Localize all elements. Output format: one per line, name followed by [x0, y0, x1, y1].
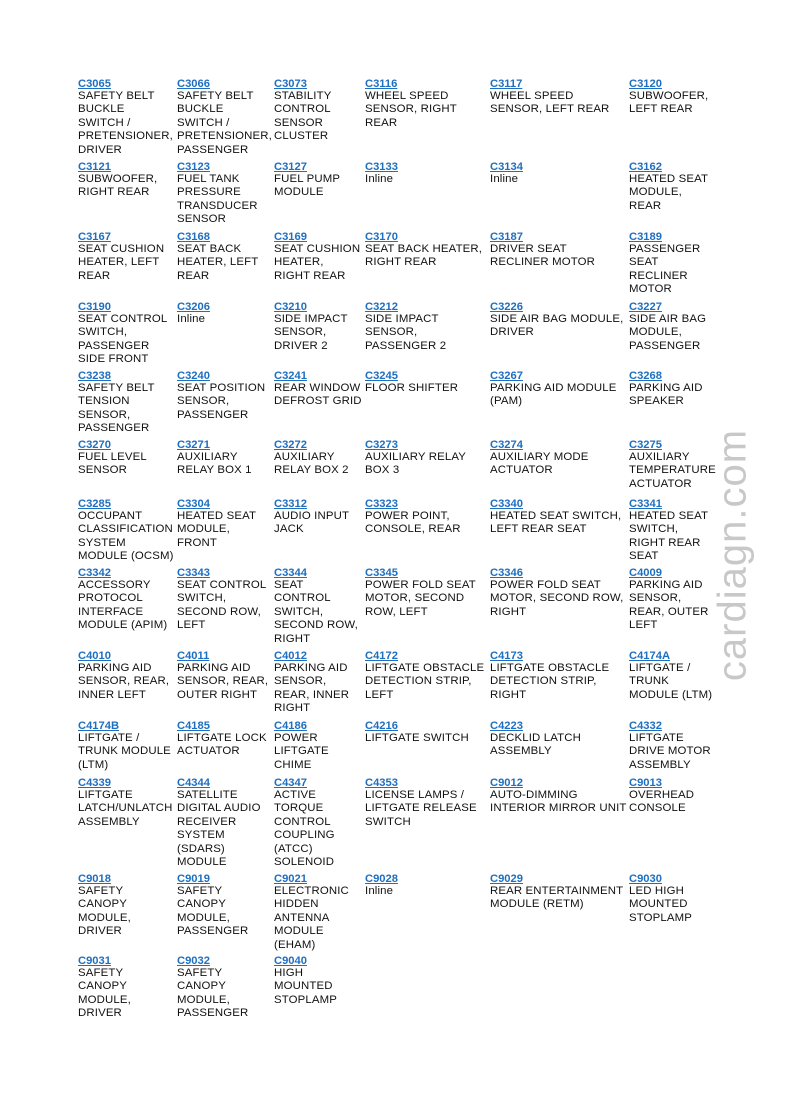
connector-code-link[interactable]: C9040	[274, 955, 307, 967]
connector-description: STABILITY CONTROL SENSOR CLUSTER	[274, 90, 332, 143]
connector-code-link[interactable]: C4174B	[78, 720, 120, 732]
connector-entry	[629, 720, 729, 772]
connector-code-link[interactable]: C3245	[365, 370, 398, 382]
connector-code-link[interactable]: C4216	[365, 720, 398, 732]
connector-entry	[177, 370, 273, 422]
connector-description: LED HIGH MOUNTED STOPLAMP	[629, 885, 693, 924]
connector-description: POWER FOLD SEAT MOTOR, SECOND ROW, LEFT	[365, 579, 476, 618]
connector-code-link[interactable]: C3274	[490, 439, 523, 451]
connector-description: HIGH MOUNTED STOPLAMP	[274, 967, 338, 1006]
connector-code-link[interactable]: C3304	[177, 498, 210, 510]
connector-code-link[interactable]: C4339	[78, 777, 111, 789]
connector-code-link[interactable]: C9031	[78, 955, 111, 967]
connector-description: LIFTGATE OBSTACLE DETECTION STRIP, RIGHT	[490, 662, 610, 701]
connector-code-link[interactable]: C3238	[78, 370, 111, 382]
connector-entry	[365, 873, 489, 898]
connector-description: OVERHEAD CONSOLE	[629, 789, 695, 815]
connector-code-link[interactable]: C3123	[177, 161, 210, 173]
connector-code-link[interactable]: C4009	[629, 567, 662, 579]
connector-code-link[interactable]: C9021	[274, 873, 307, 885]
connector-code-link[interactable]: C3066	[177, 78, 210, 90]
connector-entry	[629, 873, 729, 925]
connector-entry	[365, 370, 489, 395]
connector-description: SAFETY CANOPY MODULE, PASSENGER	[177, 885, 249, 938]
connector-description: PARKING AID SENSOR, REAR, OUTER RIGHT	[177, 662, 269, 701]
connector-entry	[490, 720, 628, 759]
connector-entry	[177, 161, 273, 227]
connector-entry	[177, 720, 273, 759]
connector-description: POWER POINT, CONSOLE, REAR	[365, 510, 461, 536]
connector-description: FUEL TANK PRESSURE TRANSDUCER SENSOR	[177, 173, 258, 226]
connector-code-link[interactable]: C3267	[490, 370, 523, 382]
connector-code-link[interactable]: C3116	[365, 78, 398, 90]
connector-code-link[interactable]: C3342	[78, 567, 111, 579]
connector-entry	[78, 720, 176, 772]
connector-code-link[interactable]: C3273	[365, 439, 398, 451]
connector-description: LIFTGATE LOCK ACTUATOR	[177, 732, 267, 758]
connector-code-link[interactable]: C3226	[490, 301, 523, 313]
connector-entry	[177, 777, 273, 869]
connector-description: AUXILIARY MODE ACTUATOR	[490, 451, 589, 477]
connector-entry	[490, 161, 628, 186]
connector-description: SEAT CUSHION HEATER, RIGHT REAR	[274, 243, 361, 282]
connector-code-link[interactable]: C3189	[629, 231, 662, 243]
connector-description: LIFTGATE LATCH/UNLATCH ASSEMBLY	[78, 789, 173, 828]
connector-entry	[490, 873, 628, 912]
connector-description: ACTIVE TORQUE CONTROL COUPLING (ATCC) SOLENOID	[274, 789, 335, 869]
connector-entry	[274, 567, 364, 646]
connector-description: SIDE AIR BAG MODULE, PASSENGER	[629, 313, 707, 352]
connector-entry	[177, 567, 273, 633]
connector-entry	[629, 161, 729, 213]
connector-description: SEAT CONTROL SWITCH, PASSENGER SIDE FRONT	[78, 313, 168, 366]
connector-description: SIDE IMPACT SENSOR, PASSENGER 2	[365, 313, 447, 352]
connector-entry	[490, 777, 628, 816]
connector-description: HEATED SEAT MODULE, REAR	[629, 173, 709, 212]
connector-code-link[interactable]: C3240	[177, 370, 210, 382]
connector-code-link[interactable]: C3134	[490, 161, 523, 173]
connector-entry	[177, 78, 273, 157]
connector-entry	[177, 873, 273, 939]
connector-description: POWER FOLD SEAT MOTOR, SECOND ROW, RIGHT	[490, 579, 624, 618]
connector-entry	[177, 498, 273, 550]
connector-description: WHEEL SPEED SENSOR, RIGHT REAR	[365, 90, 457, 129]
connector-code-link[interactable]: C3275	[629, 439, 662, 451]
connector-code-link[interactable]: C3127	[274, 161, 307, 173]
connector-entry	[365, 439, 489, 478]
connector-description: SUBWOOFER, RIGHT REAR	[78, 173, 158, 199]
connector-description: LIFTGATE OBSTACLE DETECTION STRIP, LEFT	[365, 662, 485, 701]
connector-description: POWER LIFTGATE CHIME	[274, 732, 329, 771]
connector-entry	[274, 777, 364, 869]
connector-entry	[274, 498, 364, 537]
connector-code-link[interactable]: C4174A	[629, 650, 671, 662]
connector-description: LIFTGATE DRIVE MOTOR ASSEMBLY	[629, 732, 711, 771]
connector-description: AUXILIARY RELAY BOX 3	[365, 451, 467, 477]
connector-entry	[78, 370, 176, 436]
connector-description: SAFETY CANOPY MODULE, DRIVER	[78, 967, 131, 1020]
connector-code-link[interactable]: C3120	[629, 78, 662, 90]
connector-code-link[interactable]: C3187	[490, 231, 523, 243]
connector-code-link[interactable]: C4173	[490, 650, 523, 662]
connector-code-link[interactable]: C3270	[78, 439, 111, 451]
connector-code-link[interactable]: C3312	[274, 498, 307, 510]
connector-description: ACCESSORY PROTOCOL INTERFACE MODULE (APIM)	[78, 579, 168, 632]
connector-code-link[interactable]: C4012	[274, 650, 307, 662]
connector-code-link[interactable]: C3346	[490, 567, 523, 579]
connector-description: PARKING AID SENSOR, REAR, INNER RIGHT	[274, 662, 350, 715]
connector-code-link[interactable]: C4172	[365, 650, 398, 662]
connector-entry	[274, 78, 364, 144]
connector-code-link[interactable]: C3073	[274, 78, 307, 90]
connector-description: Inline	[365, 885, 394, 897]
connector-description: PARKING AID MODULE (PAM)	[490, 382, 617, 408]
connector-code-link[interactable]: C4347	[274, 777, 307, 789]
connector-description: REAR ENTERTAINMENT MODULE (RETM)	[490, 885, 624, 911]
connector-description: LIFTGATE SWITCH	[365, 732, 469, 744]
connector-description: PARKING AID SPEAKER	[629, 382, 703, 408]
connector-entry	[78, 161, 176, 200]
connector-entry	[490, 439, 628, 478]
connector-entry	[78, 498, 176, 564]
connector-entry	[490, 78, 628, 117]
connector-entry	[78, 567, 176, 633]
connector-description: SEAT BACK HEATER, LEFT REAR	[177, 243, 259, 282]
connector-code-link[interactable]: C4011	[177, 650, 210, 662]
connector-code-link[interactable]: C3162	[629, 161, 662, 173]
connector-entry	[365, 78, 489, 130]
connector-entry	[629, 370, 729, 409]
connector-description: PARKING AID SENSOR, REAR, INNER LEFT	[78, 662, 170, 701]
connector-entry	[78, 777, 176, 829]
connector-code-link[interactable]: C4353	[365, 777, 398, 789]
connector-description: DRIVER SEAT RECLINER MOTOR	[490, 243, 596, 269]
connector-entry	[78, 873, 176, 939]
connector-code-link[interactable]: C3340	[490, 498, 523, 510]
connector-code-link[interactable]: C9018	[78, 873, 111, 885]
connector-description: FLOOR SHIFTER	[365, 382, 459, 394]
connector-code-link[interactable]: C9029	[490, 873, 523, 885]
connector-code-link[interactable]: C3210	[274, 301, 307, 313]
connector-entry	[490, 567, 628, 619]
connector-entry	[365, 161, 489, 186]
connector-code-link[interactable]: C9013	[629, 777, 662, 789]
connector-description: LIFTGATE / TRUNK MODULE (LTM)	[78, 732, 171, 771]
connector-description: WHEEL SPEED SENSOR, LEFT REAR	[490, 90, 610, 116]
connector-code-link[interactable]: C3268	[629, 370, 662, 382]
connector-description: HEATED SEAT SWITCH, LEFT REAR SEAT	[490, 510, 622, 536]
connector-entry	[274, 720, 364, 772]
connector-entry	[490, 370, 628, 409]
connector-code-link[interactable]: C3272	[274, 439, 307, 451]
connector-entry	[274, 231, 364, 283]
connector-entry	[78, 78, 176, 157]
connector-entry	[490, 301, 628, 340]
connector-description: AUTO-DIMMING INTERIOR MIRROR UNIT	[490, 789, 627, 815]
connector-description: LICENSE LAMPS / LIFTGATE RELEASE SWITCH	[365, 789, 477, 828]
connector-description: REAR WINDOW DEFROST GRID	[274, 382, 362, 408]
connector-code-link[interactable]: C3227	[629, 301, 662, 313]
connector-entry	[365, 567, 489, 619]
connector-description: Inline	[365, 173, 394, 185]
connector-code-link[interactable]: C9032	[177, 955, 210, 967]
connector-description: SEAT CONTROL SWITCH, SECOND ROW, LEFT	[177, 579, 267, 632]
connector-entry	[274, 161, 364, 200]
connector-entry	[490, 231, 628, 270]
connector-description: SAFETY BELT BUCKLE SWITCH / PRETENSIONER, DRIVER	[78, 90, 173, 156]
connector-entry	[78, 439, 176, 478]
connector-description: Inline	[490, 173, 519, 185]
connector-description: HEATED SEAT MODULE, FRONT	[177, 510, 257, 549]
connector-entry	[177, 301, 273, 326]
connector-description: FUEL LEVEL SENSOR	[78, 451, 147, 477]
connector-description: SEAT BACK HEATER, RIGHT REAR	[365, 243, 483, 269]
connector-code-link[interactable]: C4186	[274, 720, 307, 732]
connector-entry	[274, 955, 364, 1007]
watermark: cardiagn.com	[710, 428, 755, 682]
connector-description: SIDE IMPACT SENSOR, DRIVER 2	[274, 313, 348, 352]
connector-entry	[78, 301, 176, 367]
connector-description: SEAT POSITION SENSOR, PASSENGER	[177, 382, 266, 421]
connector-code-link[interactable]: C3167	[78, 231, 111, 243]
connector-description: HEATED SEAT SWITCH, RIGHT REAR SEAT	[629, 510, 709, 563]
connector-entry	[78, 955, 176, 1021]
connector-description: OCCUPANT CLASSIFICATION SYSTEM MODULE (OCSM)	[78, 510, 174, 563]
connector-code-link[interactable]: C3169	[274, 231, 307, 243]
connector-entry	[177, 650, 273, 702]
connector-code-link[interactable]: C3121	[78, 161, 111, 173]
connector-description: SEAT CONTROL SWITCH, SECOND ROW, RIGHT	[274, 579, 358, 645]
connector-code-link[interactable]: C3190	[78, 301, 111, 313]
connector-description: AUXILIARY RELAY BOX 1	[177, 451, 252, 477]
connector-entry	[78, 650, 176, 702]
connector-code-link[interactable]: C3344	[274, 567, 307, 579]
connector-code-link[interactable]: C3345	[365, 567, 398, 579]
connector-entry	[274, 370, 364, 409]
connector-code-link[interactable]: C3285	[78, 498, 111, 510]
connector-code-link[interactable]: C4010	[78, 650, 111, 662]
connector-entry	[629, 231, 729, 297]
connector-code-link[interactable]: C3133	[365, 161, 398, 173]
connector-description: AUXILIARY RELAY BOX 2	[274, 451, 349, 477]
connector-code-link[interactable]: C3323	[365, 498, 398, 510]
connector-code-link[interactable]: C3343	[177, 567, 210, 579]
connector-code-link[interactable]: C9012	[490, 777, 523, 789]
connector-description: AUXILIARY TEMPERATURE ACTUATOR	[629, 451, 716, 490]
connector-entry	[629, 78, 729, 117]
connector-code-link[interactable]: C3341	[629, 498, 662, 510]
connector-description: PARKING AID SENSOR, REAR, OUTER LEFT	[629, 579, 709, 632]
connector-description: DECKLID LATCH ASSEMBLY	[490, 732, 581, 758]
connector-entry	[274, 301, 364, 353]
connector-description: SATELLITE DIGITAL AUDIO RECEIVER SYSTEM (SDARS) MODULE	[177, 789, 261, 869]
connector-code-link[interactable]: C3065	[78, 78, 111, 90]
connector-entry	[365, 498, 489, 537]
connector-code-link[interactable]: C3271	[177, 439, 210, 451]
connector-entry	[177, 439, 273, 478]
connector-code-link[interactable]: C3117	[490, 78, 523, 90]
connector-description: AUDIO INPUT JACK	[274, 510, 350, 536]
connector-description: SAFETY CANOPY MODULE, PASSENGER	[177, 967, 249, 1020]
connector-description: ELECTRONIC HIDDEN ANTENNA MODULE (EHAM)	[274, 885, 349, 951]
connector-description: LIFTGATE / TRUNK MODULE (LTM)	[629, 662, 713, 701]
connector-code-link[interactable]: C4185	[177, 720, 210, 732]
connector-code-link[interactable]: C3168	[177, 231, 210, 243]
connector-description: SAFETY CANOPY MODULE, DRIVER	[78, 885, 131, 938]
connector-code-link[interactable]: C4223	[490, 720, 523, 732]
connector-description: SAFETY BELT TENSION SENSOR, PASSENGER	[78, 382, 155, 435]
connector-description: SEAT CUSHION HEATER, LEFT REAR	[78, 243, 165, 282]
connector-entry	[177, 231, 273, 283]
connector-code-link[interactable]: C9028	[365, 873, 398, 885]
connector-entry	[365, 231, 489, 270]
connector-entry	[365, 301, 489, 353]
connector-code-link[interactable]: C9019	[177, 873, 210, 885]
connector-description: SUBWOOFER, LEFT REAR	[629, 90, 709, 116]
connector-code-link[interactable]: C4332	[629, 720, 662, 732]
connector-entry	[365, 720, 489, 745]
connector-entry	[177, 955, 273, 1021]
connector-entry	[629, 301, 729, 353]
connector-entry	[365, 650, 489, 702]
connector-code-link[interactable]: C4344	[177, 777, 210, 789]
connector-code-link[interactable]: C9030	[629, 873, 662, 885]
connector-description: SIDE AIR BAG MODULE, DRIVER	[490, 313, 624, 339]
connector-entry	[274, 439, 364, 478]
connector-description: SAFETY BELT BUCKLE SWITCH / PRETENSIONER, PASSENGER	[177, 90, 272, 156]
connector-description: PASSENGER SEAT RECLINER MOTOR	[629, 243, 701, 296]
connector-entry	[490, 650, 628, 702]
connector-entry	[78, 231, 176, 283]
connector-description: Inline	[177, 313, 206, 325]
connector-entry	[490, 498, 628, 537]
connector-entry	[629, 777, 729, 816]
connector-entry	[274, 873, 364, 952]
connector-entry	[274, 650, 364, 716]
connector-code-link[interactable]: C3212	[365, 301, 398, 313]
connector-entry	[365, 777, 489, 829]
connector-code-link[interactable]: C3206	[177, 301, 210, 313]
connector-code-link[interactable]: C3241	[274, 370, 307, 382]
connector-description: FUEL PUMP MODULE	[274, 173, 341, 199]
connector-code-link[interactable]: C3170	[365, 231, 398, 243]
